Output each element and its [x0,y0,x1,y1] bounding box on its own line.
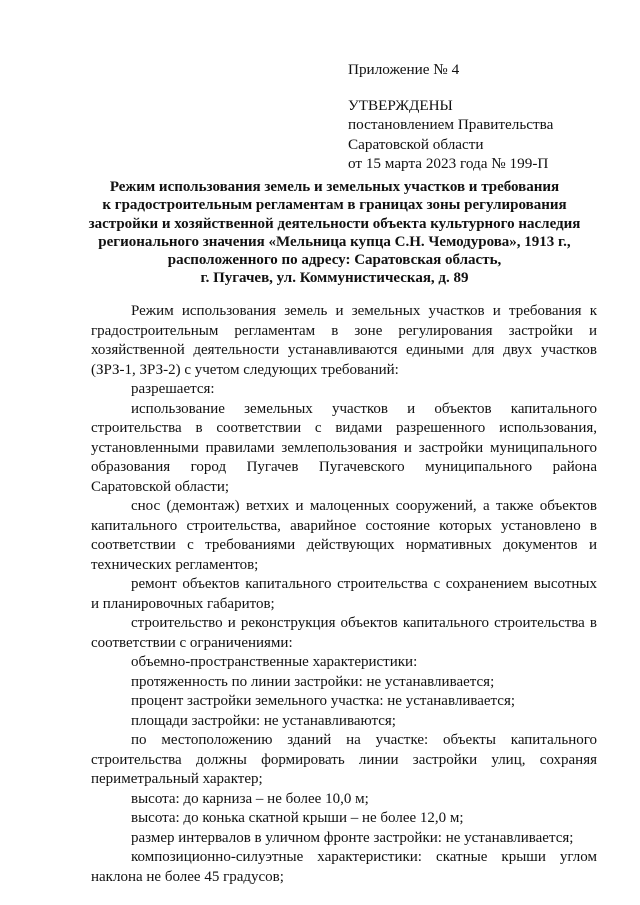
body-paragraph: высота: до конька скатной крыши – не более 12,0 м; [131,810,464,826]
body-paragraph: процент застройки земельного участка: не устанавливается; [131,693,516,709]
approval-line-1: постановлением Правительства [348,116,554,134]
title-line: к градостроительным регламентам в границах зоны регулирования [102,197,567,214]
body-paragraph: ремонт объектов капитального строительства с сохранением высотных и планировочных габаритов; [91,576,597,612]
title-line: расположенного по адресу: Саратовская область, [167,252,502,269]
body-paragraph: протяженность по линии застройки: не устанавливается; [131,673,495,690]
body-paragraph: по местоположению зданий на участке: объекты капитального строительства должны формировать линии застройки улиц, сохраняя периметральный характер; [91,732,597,787]
title-line: застройки и хозяйственной деятельности объекта культурного наследия [88,215,581,232]
body-paragraph: композиционно-силуэтные характеристики: скатные крыши углом наклона не более 45 градусов; [91,849,597,885]
approved-heading: УТВЕРЖДЕНЫ [348,96,453,114]
body-paragraph: размер интервалов в уличном фронте застройки: не устанавливается; [131,829,574,846]
body-paragraph: Режим использования земель и земельных участков и требования к градостроительным регламентам в зоне регулирования застройки и хозяйственной деятельности устанавливаются едиными для двух участков (ЗРЗ-1, ЗРЗ-2) с учетом следующих требований: [91,303,597,378]
body-paragraph: разрешается: [131,381,215,397]
body-paragraph: объемно-пространственные характеристики: [131,654,418,670]
approval-block [348,60,553,174]
document-title [82,178,587,288]
title-line: Режим использования земель и земельных участков и требования [109,179,560,195]
appendix-number: Приложение № 4 [348,61,460,78]
title-line: г. Пугачев, ул. Коммунистическая, д. 89 [200,270,469,287]
body-paragraph: снос (демонтаж) ветхих и малоценных сооружений, а также объектов капитального строительства, аварийное состояние которых установлено в соответствии с требованиями действующих нормативных документов и технических регламентов; [91,498,597,573]
body-paragraph: высота: до карниза – не более 10,0 м; [131,790,369,807]
body-paragraph: использование земельных участков и объектов капитального строительства в соответствии с видами разрешенного использования, установленными правилами землепользования и застройки муниципального образования город Пугачев Пугачевского муниципального района Саратовской области; [91,400,597,495]
document-body [91,302,597,887]
approval-line-3: от 15 марта 2023 года № 199-П [348,155,549,173]
body-paragraph: площади застройки: не устанавливаются; [131,712,396,729]
body-paragraph: строительство и реконструкция объектов капитального строительства в соответствии с ограничениями: [91,615,597,651]
title-line: регионального значения «Мельница купца С.Н. Чемодурова», 1913 г., [98,233,571,250]
approval-line-2: Саратовской области [348,135,484,153]
